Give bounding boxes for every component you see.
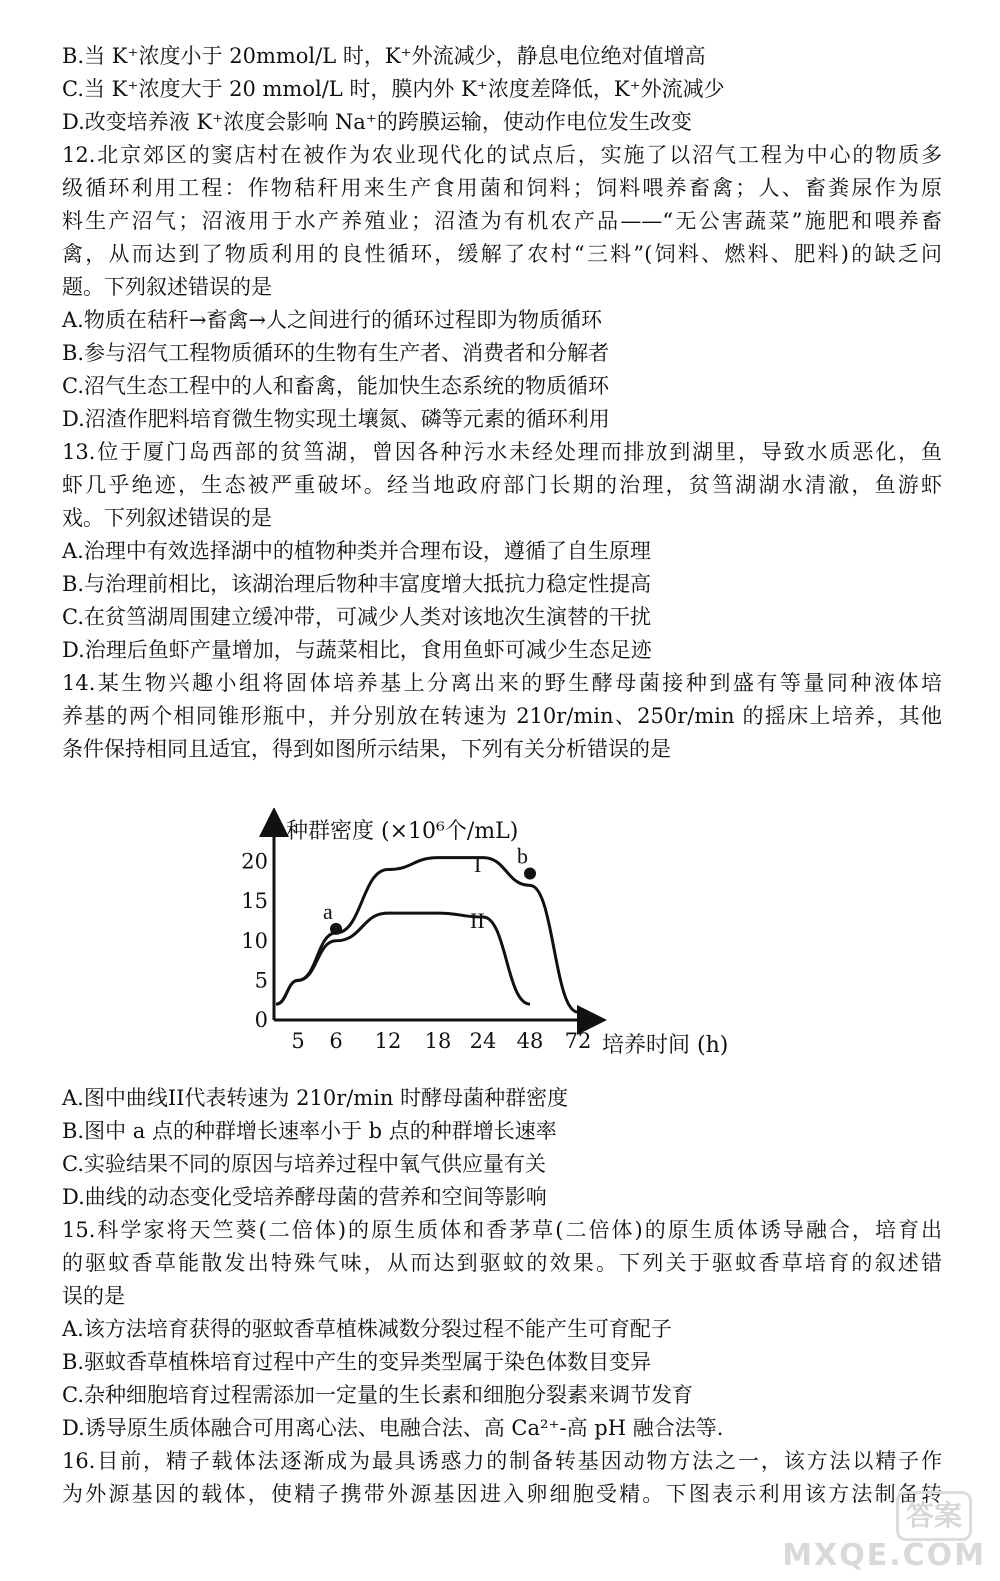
option-14c: C.实验结果不同的原因与培养过程中氧气供应量有关 (62, 1152, 546, 1176)
x-tick-label: 72 (564, 1029, 592, 1053)
question-12-stem: 禽，从而达到了物质利用的良性循环，缓解了农村“三料”(饲料、燃料、肥料)的缺乏问 (62, 242, 942, 266)
population-density-figure (240, 808, 760, 1070)
x-axis-title: 培养时间 (h) (602, 1033, 729, 1058)
curve-II (276, 913, 530, 1004)
question-13-stem: 虾几乎绝迹，生态被严重破坏。经当地政府部门长期的治理，贫筜湖湖水清澈，鱼游虾 (62, 473, 942, 497)
question-12-stem: 题。下列叙述错误的是 (62, 275, 272, 299)
question-15-stem: 误的是 (62, 1284, 125, 1308)
option-12b: B.参与沼气工程物质循环的生物有生产者、消费者和分解者 (62, 341, 610, 365)
x-tick-label: 48 (516, 1029, 544, 1053)
option-15a: A.该方法培育获得的驱蚊香草植株减数分裂过程不能产生可育配子 (62, 1317, 672, 1341)
option-13a: A.治理中有效选择湖中的植物种类并合理布设，遵循了自生原理 (62, 539, 651, 563)
option-11b: B.当 K⁺浓度小于 20mmol/L 时，K⁺外流减少，静息电位绝对值增高 (62, 44, 706, 68)
question-12-stem: 料生产沼气；沼液用于水产养殖业；沼渣为有机农产品——“无公害蔬菜”施肥和喂养畜 (62, 209, 942, 233)
population-density-chart (240, 808, 760, 1070)
curve-label-II: II (470, 908, 485, 933)
option-15c: C.杂种细胞培育过程需添加一定量的生长素和细胞分裂素来调节发育 (62, 1383, 693, 1407)
point-label-b: b (517, 843, 528, 869)
y-axis-title: 种群密度 (×10⁶个/mL) (286, 819, 519, 844)
point-b (524, 867, 536, 879)
watermark-logo: 答案 (896, 1491, 972, 1541)
question-13-stem: 戏。下列叙述错误的是 (62, 506, 272, 530)
question-16-stem: 为外源基因的载体，使精子携带外源基因进入卵细胞受精。下图表示利用该方法制备转 (62, 1482, 942, 1506)
question-12-stem: 级循环利用工程：作物秸秆用来生产食用菌和饲料；饲料喂养畜禽；人、畜粪尿作为原 (62, 176, 942, 200)
option-12a: A.物质在秸秆→畜禽→人之间进行的循环过程即为物质循环 (62, 308, 603, 332)
option-13b: B.与治理前相比，该湖治理后物种丰富度增大抵抗力稳定性提高 (62, 572, 652, 596)
question-15-stem: 的驱蚊香草能散发出特殊气味，从而达到驱蚊的效果。下列关于驱蚊香草培育的叙述错 (62, 1251, 942, 1275)
y-tick-label: 15 (241, 889, 268, 914)
option-11c: C.当 K⁺浓度大于 20 mmol/L 时，膜内外 K⁺浓度差降低，K⁺外流减少 (62, 77, 725, 101)
curves (276, 843, 578, 1012)
option-15d: D.诱导原生质体融合可用离心法、电融合法、高 Ca²⁺-高 pH 融合法等. (62, 1416, 724, 1440)
option-13d: D.治理后鱼虾产量增加，与蔬菜相比，食用鱼虾可减少生态足迹 (62, 638, 652, 662)
curve-label-I: I (474, 852, 482, 877)
x-tick-label: 12 (374, 1029, 402, 1053)
curve-I (276, 858, 578, 1012)
question-14-stem: 条件保持相同且适宜，得到如图所示结果，下列有关分析错误的是 (62, 737, 671, 761)
option-15b: B.驱蚊香草植株培育过程中产生的变异类型属于染色体数目变异 (62, 1350, 652, 1374)
question-14-stem: 14.某生物兴趣小组将固体培养基上分离出来的野生酵母菌接种到盛有等量同种液体培 (62, 671, 942, 695)
option-13c: C.在贫筜湖周围建立缓冲带，可减少人类对该地次生演替的干扰 (62, 605, 651, 629)
question-12-stem: 12.北京郊区的窦店村在被作为农业现代化的试点后，实施了以沼气工程为中心的物质多 (62, 143, 942, 167)
x-tick-label: 18 (424, 1029, 452, 1053)
question-14-stem: 养基的两个相同锥形瓶中，并分别放在转速为 210r/min、250r/min 的摇床上培养，其他 (62, 704, 942, 728)
question-16-stem: 16.目前，精子载体法逐渐成为最具诱惑力的制备转基因动物方法之一，该方法以精子作 (62, 1449, 942, 1473)
option-12c: C.沼气生态工程中的人和畜禽，能加快生态系统的物质循环 (62, 374, 609, 398)
option-14b: B.图中 a 点的种群增长速率小于 b 点的种群增长速率 (62, 1119, 557, 1143)
question-13-stem: 13.位于厦门岛西部的贫筜湖，曾因各种污水未经处理而排放到湖里，导致水质恶化，鱼 (62, 440, 942, 464)
option-11d: D.改变培养液 K⁺浓度会影响 Na⁺的跨膜运输，使动作电位发生改变 (62, 110, 692, 134)
y-tick-label: 20 (241, 849, 268, 874)
option-14a: A.图中曲线II代表转速为 210r/min 时酵母菌种群密度 (62, 1086, 569, 1110)
watermark-text: MXQE.COM (782, 1538, 986, 1573)
y-tick-label: 5 (254, 968, 268, 993)
question-15-stem: 15.科学家将天竺葵(二倍体)的原生质体和香茅草(二倍体)的原生质体诱导融合，培育出 (62, 1218, 942, 1242)
x-tick-label: 6 (329, 1029, 343, 1053)
y-tick-label: 0 (254, 1008, 268, 1032)
point-a (330, 923, 342, 935)
option-12d: D.沼渣作肥料培育微生物实现土壤氮、磷等元素的循环利用 (62, 407, 610, 431)
x-tick-label: 24 (469, 1029, 497, 1053)
point-label-a: a (323, 898, 333, 924)
x-tick-labels (291, 1029, 591, 1053)
x-tick-label: 5 (291, 1029, 305, 1053)
y-tick-label: 10 (241, 928, 268, 953)
y-tick-labels (241, 850, 268, 1032)
option-14d: D.曲线的动态变化受培养酵母菌的营养和空间等影响 (62, 1185, 547, 1209)
